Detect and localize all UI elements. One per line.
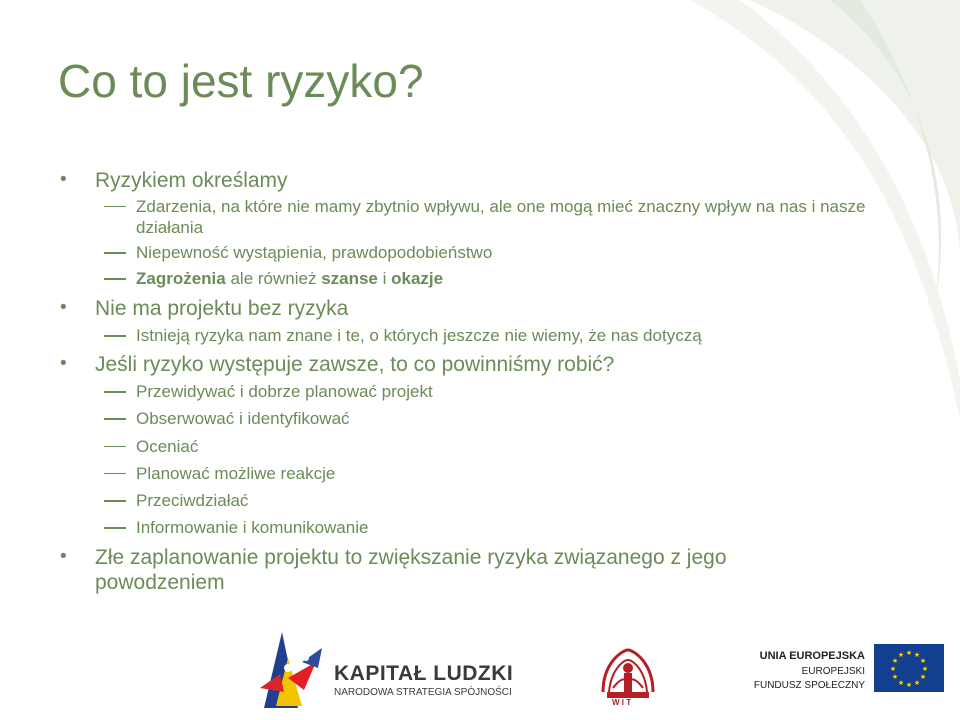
page-title: Co to jest ryzyko?: [58, 55, 424, 107]
svg-text:★: ★: [905, 681, 913, 689]
bullet-3-sub-6: Informowanie i komunikowanie: [60, 517, 920, 538]
svg-text:★: ★: [891, 657, 899, 665]
bullet-1-sub-1: Zdarzenia, na które nie mamy zbytnio wpływu, ale one mogą mieć znaczny wpływ na nas i nasze działania: [60, 196, 920, 239]
svg-text:★: ★: [913, 651, 921, 659]
svg-text:★: ★: [913, 679, 921, 687]
eu-line-3: FUNDUSZ SPOŁECZNY: [753, 680, 865, 691]
svg-text:★: ★: [919, 673, 927, 681]
bullet-3-sub-4: Planować możliwe reakcje: [60, 463, 920, 484]
connector-text-2: i: [377, 269, 392, 289]
svg-text:★: ★: [891, 673, 899, 681]
bullet-1-sub-2: Niepewność wystąpienia, prawdopodobieństwo: [60, 242, 920, 263]
szanse-text: szanse: [321, 269, 378, 289]
kapital-ludzki-subtitle: NARODOWA STRATEGIA SPÓJNOŚCI: [334, 687, 512, 698]
bullet-3-sub-3: Oceniać: [60, 436, 920, 457]
eu-flag-icon: [874, 644, 944, 692]
bullet-2-sub-1: Istnieją ryzyka nam znane i te, o których jeszcze nie wiemy, że nas dotyczą: [60, 325, 920, 346]
svg-text:★: ★: [921, 665, 929, 673]
svg-text:★: ★: [897, 679, 905, 687]
bullet-3-sub-1: Przewidywać i dobrze planować projekt: [60, 381, 920, 402]
bullet-list: [60, 168, 920, 596]
connector-text-1: ale również: [225, 269, 322, 289]
wit-logo-label: W I T: [612, 698, 632, 707]
kapital-ludzki-logo-icon: [258, 628, 328, 714]
svg-text:★: ★: [897, 651, 905, 659]
svg-text:★: ★: [919, 657, 927, 665]
kapital-ludzki-title: KAPITAŁ LUDZKI: [334, 662, 514, 685]
bullet-4: • Złe zaplanowanie projektu to zwiększanie ryzyka związanego z jego powodzeniem: [60, 545, 835, 596]
okazje-text: okazje: [391, 269, 444, 289]
bullet-3-sub-5: Przeciwdziałać: [60, 490, 920, 511]
bullet-1: • Ryzykiem określamy: [60, 168, 920, 194]
bullet-2: • Nie ma projektu bez ryzyka: [60, 296, 920, 322]
bullet-1-sub-3: [60, 268, 920, 289]
bullet-3-sub-2: Obserwować i identyfikować: [60, 408, 920, 429]
svg-text:★: ★: [905, 649, 913, 657]
svg-text:★: ★: [889, 665, 897, 673]
eu-line-1: UNIA EUROPEJSKA: [759, 650, 865, 662]
footer-logos: [0, 620, 960, 720]
bullet-3: • Jeśli ryzyko występuje zawsze, to co powinniśmy robić?: [60, 352, 920, 378]
eu-line-2: EUROPEJSKI: [801, 666, 865, 677]
zagrozenia-text: Zagrożenia: [136, 269, 226, 289]
